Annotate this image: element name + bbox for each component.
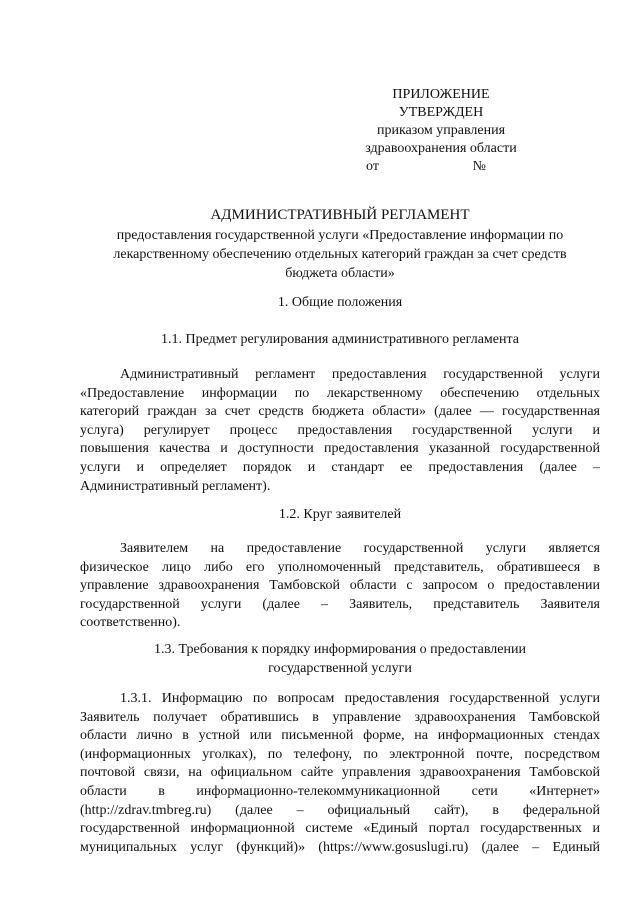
paragraph-line: (информационных уголках), по телефону, по электронной почте, посредством (80, 746, 600, 762)
subtitle-line: бюджета области» (285, 266, 395, 281)
paragraph-line: (http://zdrav.tmbreg.ru) (далее – официальный сайт), в федеральной (80, 802, 600, 818)
paragraph-line: Административный регламент предоставления государственной услуги (120, 367, 600, 382)
section-heading-information (80, 640, 600, 678)
paragraph-line: физическое лицо либо его уполномоченный представитель, обратившееся в (80, 559, 600, 575)
paragraph-line: Административный регламент). (80, 478, 271, 494)
approval-block (356, 86, 526, 176)
paragraph-line: услуга) регулирует процесс предоставления государственной услуги и (80, 422, 600, 438)
paragraph-line: повышения качества и доступности предоставления указанной государственной (80, 441, 600, 457)
paragraph-line: области в информационно-телекоммуникационной сети «Интернет» (80, 783, 600, 799)
subtitle-line: лекарственному обеспечению отдельных категорий граждан за счет средств (113, 247, 567, 262)
paragraph-line: Заявитель получает обратившись в управление здравоохранения Тамбовской (80, 709, 600, 725)
paragraph-line: соответственно). (80, 615, 181, 631)
document-title: АДМИНИСТРАТИВНЫЙ РЕГЛАМЕНТ (210, 207, 470, 223)
heading-line: государственной услуги (268, 661, 412, 676)
paragraph-line: «Предоставление информации по лекарственному обеспечению отдельных (80, 385, 600, 401)
paragraph-line: государственной услуги (далее – Заявитель, представитель Заявителя (80, 596, 600, 612)
paragraph-information (80, 690, 600, 857)
approval-date-number (356, 158, 526, 176)
section-heading-general: 1. Общие положения (277, 295, 403, 310)
section-heading-applicants: 1.2. Круг заявителей (278, 507, 402, 522)
paragraph-line: Заявителем на предоставление государственной услуги является (120, 541, 600, 556)
paragraph-subject (80, 366, 600, 496)
paragraph-line: почтовой связи, на официальном сайте управления здравоохранения Тамбовской (80, 765, 600, 781)
paragraph-line: услуги и определяет порядок и стандарт ее предоставления (далее – (80, 459, 600, 475)
approval-approved: УТВЕРЖДЕН (398, 105, 484, 120)
paragraph-line: области лично в устной или письменной форме, на информационных стендах (80, 728, 600, 744)
paragraph-line: государственной информационной системе «Единый портал государственных и (80, 821, 600, 837)
paragraph-line: 1.3.1. Информацию по вопросам предоставления государственной услуги (120, 691, 600, 706)
subtitle-line: предоставления государственной услуги «Предоставление информации по (116, 228, 564, 243)
approval-appendix: ПРИЛОЖЕНИЕ (392, 87, 490, 102)
approval-from-label: от (366, 159, 379, 174)
heading-line: 1.3. Требования к порядку информирования о предоставлении (154, 642, 526, 657)
section-heading-subject: 1.1. Предмет регулирования административного регламента (161, 332, 519, 347)
approval-order: приказом управления (376, 123, 506, 138)
document-subtitle (80, 226, 600, 283)
approval-number-label: № (472, 159, 486, 174)
paragraph-line: муниципальных услуг (функций)» (https://www.gosuslugi.ru) (далее – Единый (80, 839, 600, 855)
paragraph-line: категорий граждан за счет средств бюджета области» (далее — государственная (80, 404, 600, 420)
approval-department: здравоохранения области (365, 141, 517, 156)
paragraph-line: управление здравоохранения Тамбовской области с запросом о предоставлении (80, 578, 600, 594)
paragraph-applicants (80, 540, 600, 633)
